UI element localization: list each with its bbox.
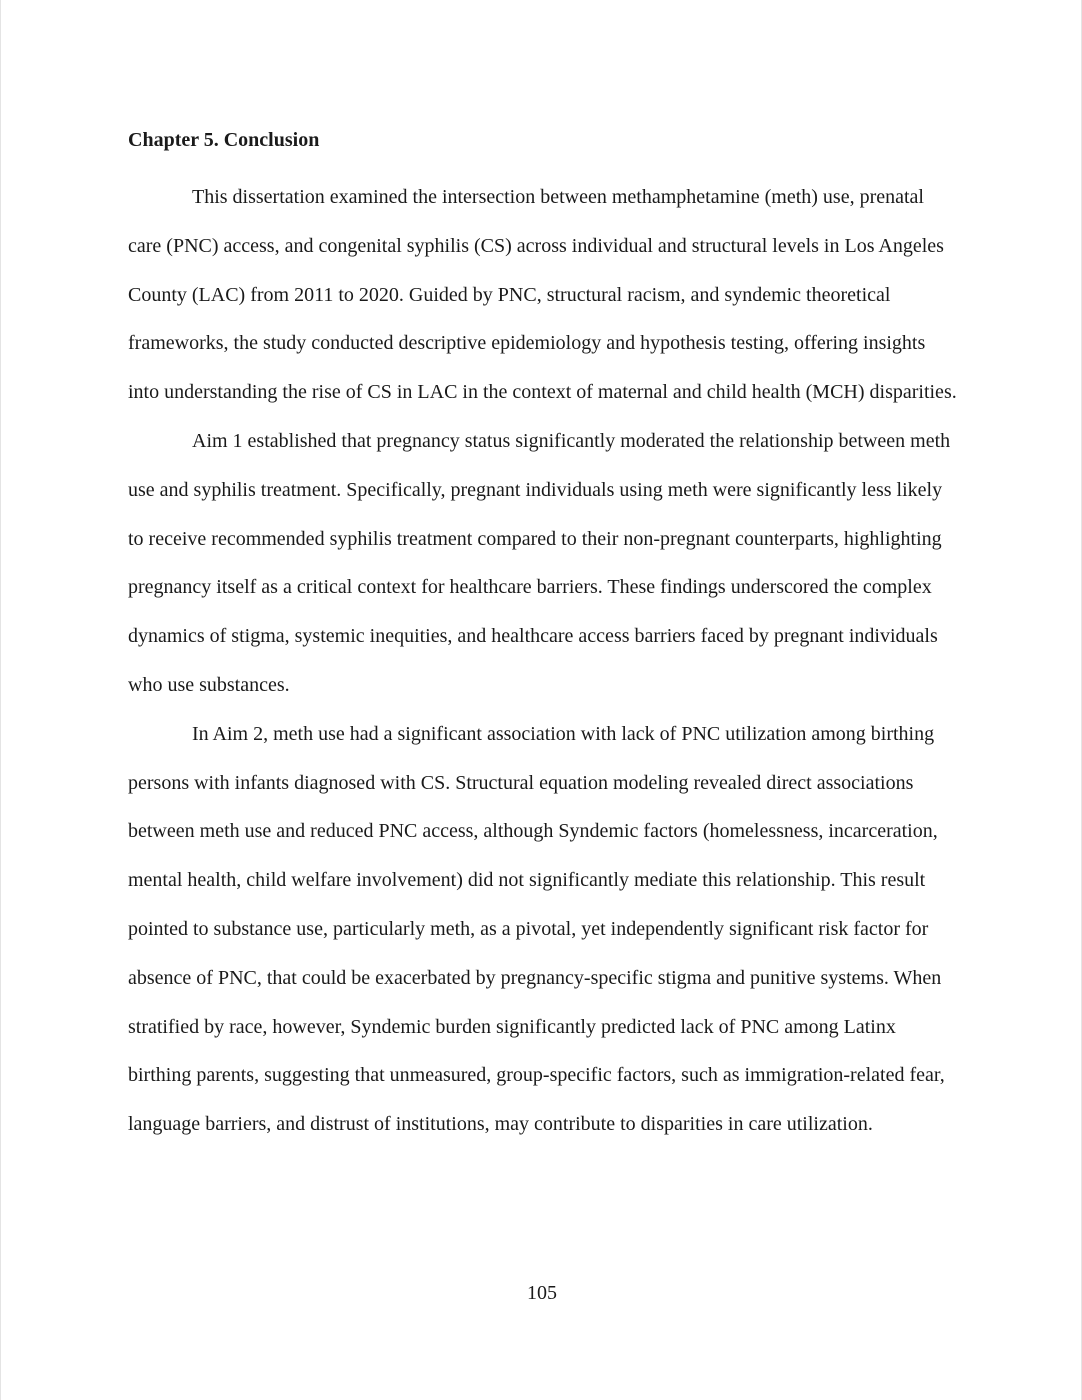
paragraph-intro: This dissertation examined the intersection between methamphetamine (meth) use, prenatal care (PNC) access, and congenital syphilis (CS) across individual and structural levels in Los Angeles County (LAC) from 2011 to 2020. Guided by PNC, structural racism, and syndemic theoretical frameworks, the study conducted descriptive epidemiology and hypothesis testing, offering insights into understanding the rise of CS in LAC in the context of maternal and child health (MCH) disparities. (128, 186, 957, 404)
page-number: 105 (527, 1282, 557, 1304)
paragraph-aim-1: Aim 1 established that pregnancy status significantly moderated the relationship between meth use and syphilis treatment. Specifically, pregnant individuals using meth were significantly less likely to receive recommended syphilis treatment compared to their non-pregnant counterparts, highlighting pregnancy itself as a critical context for healthcare barriers. These findings underscored the complex dynamics of stigma, systemic inequities, and healthcare access barriers faced by pregnant individuals who use substances. (128, 429, 951, 696)
paragraph-aim-2: In Aim 2, meth use had a significant association with lack of PNC utilization among birthing persons with infants diagnosed with CS. Structural equation modeling revealed direct associations between meth use and reduced PNC access, although Syndemic factors (homelessness, incarceration, mental health, child welfare involvement) did not significantly mediate this relationship. This result pointed to substance use, particularly meth, as a pivotal, yet independently significant risk factor for absence of PNC, that could be exacerbated by pregnancy-specific stigma and punitive systems. When stratified by race, however, Syndemic burden significantly predicted lack of PNC among Latinx birthing parents, suggesting that unmeasured, group-specific factors, such as immigration-related fear, language barriers, and distrust of institutions, may contribute to disparities in care utilization. (128, 722, 945, 1136)
body-text (128, 173, 958, 1149)
chapter-heading: Chapter 5. Conclusion (128, 129, 320, 151)
